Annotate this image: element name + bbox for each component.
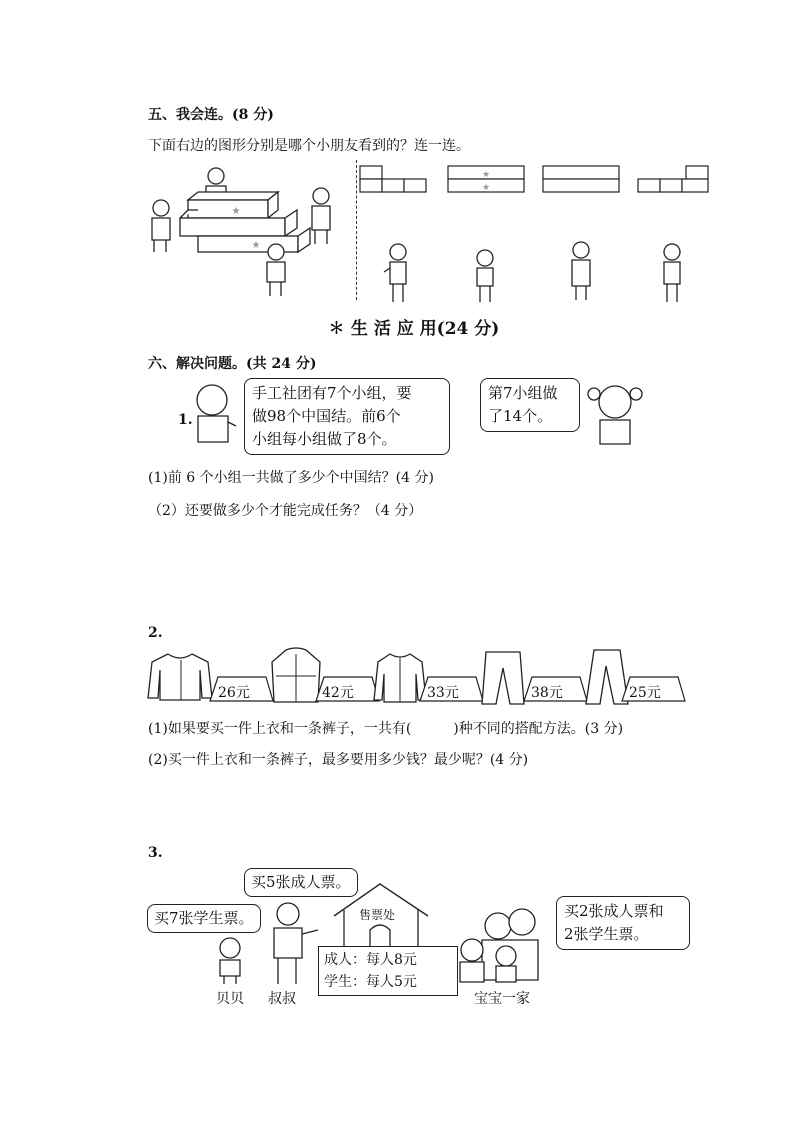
- cardigan-icon: [148, 652, 214, 702]
- bubble-q1-line2: 做98个中国结。前6个: [252, 407, 401, 425]
- flower-icon: ✽: [328, 319, 351, 339]
- bubble-beibei-text: 买7张学生票。: [154, 909, 254, 927]
- child-option-2: [470, 248, 500, 304]
- name-family: 宝宝一家: [474, 991, 530, 1007]
- svg-text:★: ★: [481, 183, 491, 193]
- q2-sub1: (1)如果要买一件上衣和一条裤子，一共有( )种不同的搭配方法。(3 分): [148, 721, 624, 737]
- q2-sub2: (2)买一件上衣和一条裤子，最多要用多少钱？最少呢？(4 分): [148, 752, 529, 768]
- view-shape-1: [360, 165, 430, 195]
- bubble-q1r-line1: 第7小组做: [488, 384, 558, 402]
- bubble-q1r-line2: 了14个。: [488, 407, 553, 425]
- bubble-family-line2: 2张学生票。: [564, 925, 649, 943]
- section5-title: 五、我会连。(8 分): [148, 107, 274, 123]
- life-heading: [328, 314, 499, 339]
- svg-text:★: ★: [251, 240, 261, 251]
- padded-jacket-icon: [270, 648, 322, 704]
- booth-sign: 售票处: [359, 908, 396, 922]
- bubble-beibei: [147, 904, 261, 933]
- child-option-3: [566, 240, 596, 302]
- bubble-uncle-text: 买5张成人票。: [251, 873, 351, 891]
- life-heading-text: 生 活 应 用(24 分): [350, 319, 500, 339]
- uncle-figure: [266, 900, 322, 986]
- blocks-scene: [140, 160, 350, 300]
- bubble-q1-left: [244, 378, 450, 455]
- q1-sub2: （2）还要做多少个才能完成任务？（4 分）: [148, 503, 423, 519]
- bubble-q1-right: [480, 378, 580, 432]
- child-bottom: [267, 244, 285, 296]
- bubble-q1-line3: 小组每小组做了8个。: [252, 430, 397, 448]
- price-3: 33元: [427, 685, 459, 701]
- view-shape-4: [638, 165, 710, 195]
- section5-instruction: 下面右边的图形分别是哪个小朋友看到的？连一连。: [148, 138, 470, 154]
- section6-title: 六、解决问题。(共 24 分): [148, 356, 317, 372]
- price-student: 学生：每人5元: [324, 974, 417, 990]
- view-shape-2: [448, 165, 528, 195]
- price-1: 26元: [218, 685, 250, 701]
- child-option-1: [382, 242, 412, 304]
- bubble-q1-line1: 手工社团有7个小组，要: [252, 384, 412, 402]
- child-right: [312, 188, 330, 244]
- jacket-icon: [374, 652, 426, 704]
- name-beibei: 贝贝: [216, 991, 244, 1007]
- price-adult: 成人：每人8元: [324, 952, 417, 968]
- price-5: 25元: [629, 685, 661, 701]
- bubble-family-line1: 买2张成人票和: [564, 902, 664, 920]
- girl-figure: [586, 380, 646, 446]
- svg-text:★: ★: [231, 206, 241, 217]
- family-figure: [452, 904, 552, 986]
- svg-text:★: ★: [481, 170, 491, 180]
- dashed-divider: [356, 160, 357, 300]
- view-shape-3: [543, 165, 623, 195]
- trousers-icon: [480, 650, 526, 706]
- name-uncle: 叔叔: [268, 991, 296, 1007]
- beibei-figure: [212, 936, 248, 986]
- q3-number: 3.: [148, 845, 163, 861]
- price-2: 42元: [322, 685, 354, 701]
- price-board: [318, 946, 458, 996]
- child-option-4: [657, 242, 687, 304]
- q1-sub1: (1)前 6 个小组一共做了多少个中国结？(4 分): [148, 470, 434, 486]
- q2-number: 2.: [148, 625, 163, 641]
- child-left: [152, 200, 170, 252]
- q1-number: 1.: [178, 412, 193, 428]
- boy-figure: [190, 382, 240, 448]
- price-4: 38元: [531, 685, 563, 701]
- bubble-family: [556, 896, 690, 950]
